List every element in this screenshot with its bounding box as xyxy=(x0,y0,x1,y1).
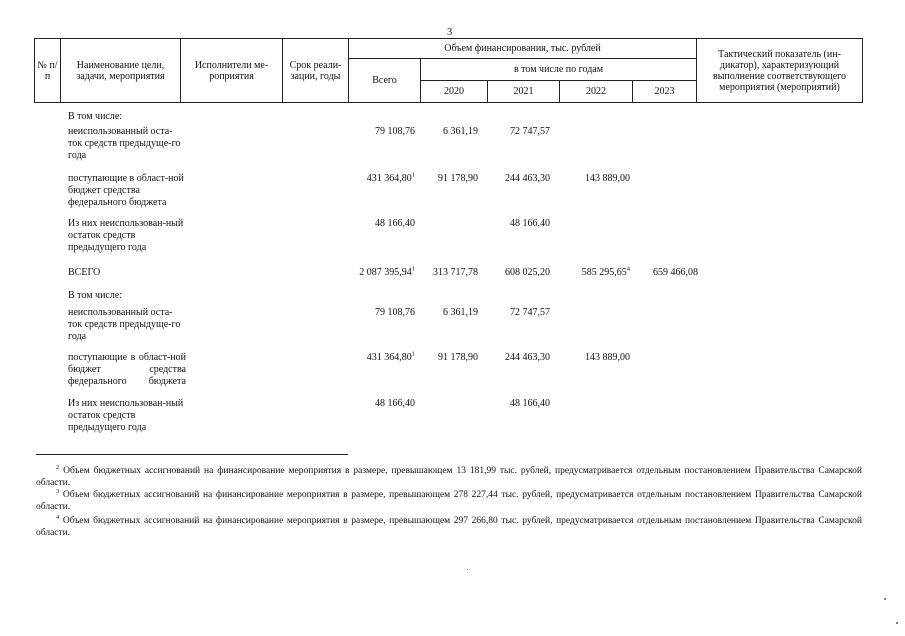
cell-2020: 6 361,19 xyxy=(443,307,478,318)
row-label: поступающие в област-ной бюджет средства федерального бюджета xyxy=(68,173,184,208)
row-label-total: ВСЕГО xyxy=(68,267,101,278)
row-label: неиспользованный оста-ток средств предыдуще-го года xyxy=(68,307,181,342)
scan-speck xyxy=(467,569,468,570)
cell-total: 431 364,80$^1$ xyxy=(366,171,415,184)
col-term-header: Срок реали-зации, годы xyxy=(283,39,349,103)
row-label: Из них неиспользован-ный остаток средств предыдущего года xyxy=(68,398,184,433)
scan-speck xyxy=(896,622,898,624)
footnote: $^4$ Объем бюджетных ассигнований на финансирование мероприятия в размере, превышающем 297 266,80 тыс. рублей, предусматривается отдельным постановлением Правительства Самарской области. xyxy=(36,513,862,538)
funding-table-header xyxy=(34,38,863,103)
footnote-mark: 4 xyxy=(56,513,60,521)
cell-total: 48 166,40 xyxy=(375,218,415,229)
footnote-mark: 3 xyxy=(56,487,60,495)
row-label: неиспользованный оста-ток средств предыдуще-го года xyxy=(68,126,181,161)
cell-2021: 72 747,57 xyxy=(510,126,550,137)
col-year-2022: 2022 xyxy=(560,81,633,103)
cell-2021: 244 463,30 xyxy=(505,173,550,184)
footnote: $^3$ Объем бюджетных ассигнований на финансирование мероприятия в размере, превышающем 278 227,44 тыс. рублей, предусматривается отдельным постановлением Правительства Самарской области. xyxy=(36,487,862,512)
col-executors-header: Исполнители ме-роприятия xyxy=(181,39,283,103)
cell-total: 79 108,76 xyxy=(375,307,415,318)
footnote-ref: 1 xyxy=(411,171,415,179)
cell-2021: 72 747,57 xyxy=(510,307,550,318)
cell-2021: 244 463,30 xyxy=(505,352,550,363)
row-label: Из них неиспользован-ный остаток средств предыдущего года xyxy=(68,218,184,253)
cell-2022: 585 295,65$^4$ xyxy=(581,265,630,278)
footnote-ref: 1 xyxy=(411,350,415,358)
cell-2020: 6 361,19 xyxy=(443,126,478,137)
cell-total: 48 166,40 xyxy=(375,398,415,409)
cell-2021: 48 166,40 xyxy=(510,398,550,409)
col-total-header: Всего xyxy=(349,59,421,103)
col-name-header: Наименование цели, задачи, мероприятия xyxy=(61,39,181,103)
footnote-mark: 2 xyxy=(56,463,60,471)
row-label: поступающие в област-ной бюджет средства федерального бюджета xyxy=(68,352,186,387)
page-number: 3 xyxy=(447,27,453,38)
row-label: В том числе: xyxy=(68,111,123,122)
footnote-separator xyxy=(36,454,348,455)
cell-2020: 91 178,90 xyxy=(438,352,478,363)
cell-2022: 143 889,00 xyxy=(585,352,630,363)
cell-total: 2 087 395,94$^1$ xyxy=(359,265,415,278)
cell-2022: 143 889,00 xyxy=(585,173,630,184)
cell-2020: 91 178,90 xyxy=(438,173,478,184)
cell-2021: 48 166,40 xyxy=(510,218,550,229)
footnote: $^2$ Объем бюджетных ассигнований на финансирование мероприятия в размере, превышающем 13 181,99 тыс. рублей, предусматривается отдельным постановлением Правительства Самарской области. xyxy=(36,463,863,488)
col-year-2021: 2021 xyxy=(488,81,560,103)
col-year-2023: 2023 xyxy=(633,81,697,103)
cell-total: 431 364,80$^1$ xyxy=(366,350,415,363)
col-year-2020: 2020 xyxy=(421,81,488,103)
cell-2021: 608 025,20 xyxy=(505,267,550,278)
col-indicator-header: Тактический показатель (ин-дикатор), характеризующий выполнение соответствующего мероприятия (мероприятий) xyxy=(697,39,863,103)
col-byyear-header: в том числе по годам xyxy=(421,59,697,81)
cell-2020: 313 717,78 xyxy=(433,267,478,278)
footnote-ref: 1 xyxy=(411,265,415,273)
row-label: В том числе: xyxy=(68,290,123,301)
col-funding-header: Объем финансирования, тыс. рублей xyxy=(349,39,697,59)
cell-2023: 659 466,08 xyxy=(653,267,698,278)
col-number-header: № п/п xyxy=(35,39,61,103)
footnote-ref: 4 xyxy=(626,265,630,273)
scan-speck xyxy=(884,598,886,600)
cell-total: 79 108,76 xyxy=(375,126,415,137)
